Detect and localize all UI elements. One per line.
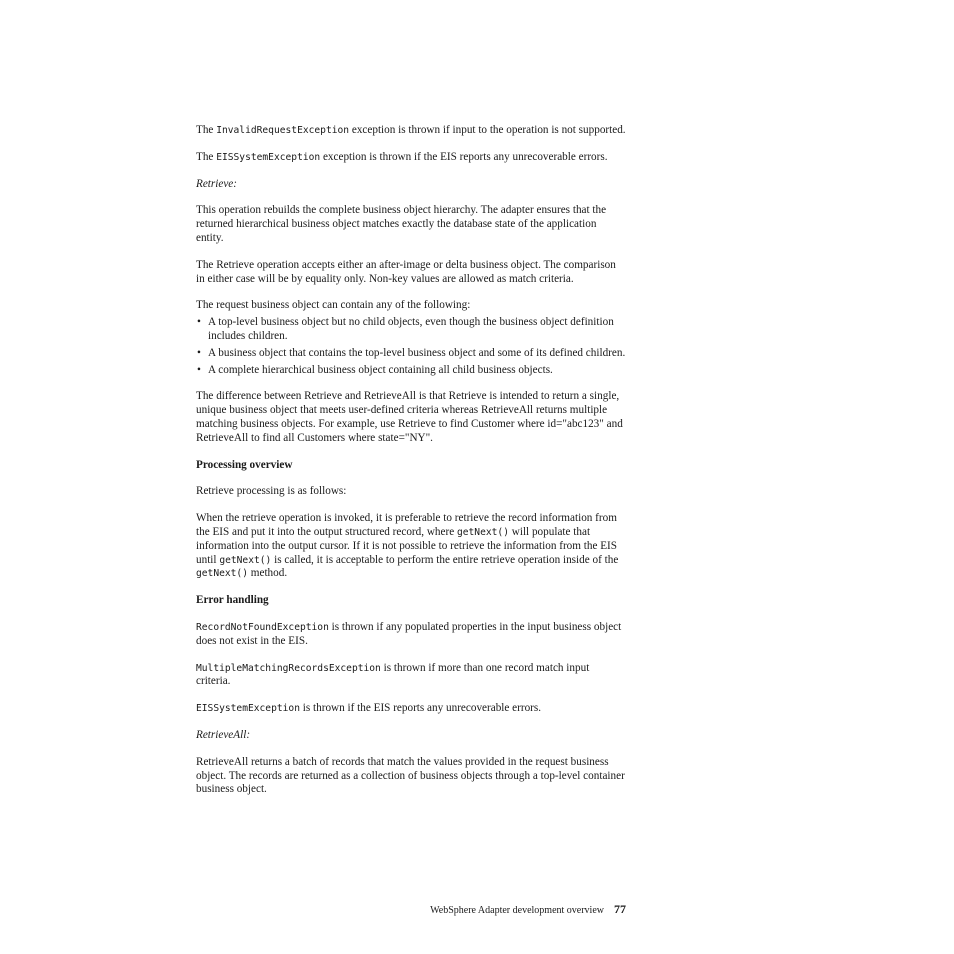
code-eis-system-exception: EISSystemException bbox=[216, 151, 321, 163]
list-item: • A business object that contains the top-level business object and some of its defined children. bbox=[196, 347, 626, 361]
retrieve-heading: Retrieve: bbox=[196, 177, 237, 190]
request-contents-list bbox=[196, 316, 626, 377]
code-record-not-found-exception: RecordNotFoundException bbox=[196, 621, 329, 633]
eis-system-error-paragraph: EISSystemException is thrown if the EIS reports any unrecoverable errors. bbox=[196, 702, 542, 715]
retrieve-vs-retrieveall-paragraph: The difference between Retrieve and RetrieveAll is that Retrieve is intended to return a single, unique business object that meets user-defined criteria whereas RetrieveAll returns multiple matching business objects. For example, use Retrieve to find Customer where id="abc123" and RetrieveAll to find all Customers where state="NY". bbox=[196, 390, 623, 444]
code-invalid-request-exception: InvalidRequestException bbox=[216, 125, 350, 136]
record-not-found-paragraph: RecordNotFoundException is thrown if any populated properties in the input business object does not exist in the EIS. bbox=[196, 620, 622, 647]
page-footer bbox=[0, 902, 626, 917]
code-eis-system-exception: EISSystemException bbox=[196, 703, 300, 715]
retrieve-description: This operation rebuilds the complete business object hierarchy. The adapter ensures that the returned hierarchical business object matches exactly the database state of the application entity. bbox=[196, 204, 607, 244]
code-multiple-matching-exception: MultipleMatchingRecordsException bbox=[196, 662, 381, 674]
processing-overview-heading: Processing overview bbox=[196, 458, 293, 471]
page-body bbox=[196, 124, 626, 797]
error-handling-heading: Error handling bbox=[196, 594, 269, 607]
code-getnext: getNext() bbox=[196, 568, 248, 580]
invalid-request-paragraph: The InvalidRequestException exception is thrown if input to the operation is not supported. bbox=[196, 124, 626, 136]
footer-title: WebSphere Adapter development overview bbox=[430, 905, 604, 916]
code-getnext: getNext() bbox=[456, 526, 509, 538]
retrieve-accepts-paragraph: The Retrieve operation accepts either an after-image or delta business object. The comparison in either case will be by equality only. Non-key values are allowed as match criteria. bbox=[196, 258, 616, 285]
retrieveall-description: RetrieveAll returns a batch of records that match the values provided in the request business object. The records are returned as a collection of business objects through a top-level container business object. bbox=[196, 755, 625, 796]
code-getnext: getNext() bbox=[219, 554, 272, 566]
processing-paragraph: When the retrieve operation is invoked, it is preferable to retrieve the record information from the EIS and put it into the output structured record, where getNext() will populate that information into the output cursor. If it is not possible to retrieve the information from the EIS until getNext() is called, it is acceptable to perform the entire retrieve operation inside of the getNext() method. bbox=[196, 512, 619, 580]
list-item: • A top-level business object but no child objects, even though the business object definition includes children. bbox=[196, 316, 626, 344]
page-number: 77 bbox=[614, 902, 626, 916]
retrieveall-heading: RetrieveAll: bbox=[196, 728, 251, 741]
multiple-matching-paragraph: MultipleMatchingRecordsException is thrown if more than one record match input criteria. bbox=[196, 661, 590, 688]
processing-intro: Retrieve processing is as follows: bbox=[196, 485, 347, 498]
request-contents-intro: The request business object can contain any of the following: bbox=[196, 299, 471, 312]
eis-system-paragraph: The EISSystemException exception is thrown if the EIS reports any unrecoverable errors. bbox=[196, 150, 608, 163]
list-item: • A complete hierarchical business object containing all child business objects. bbox=[196, 364, 626, 378]
